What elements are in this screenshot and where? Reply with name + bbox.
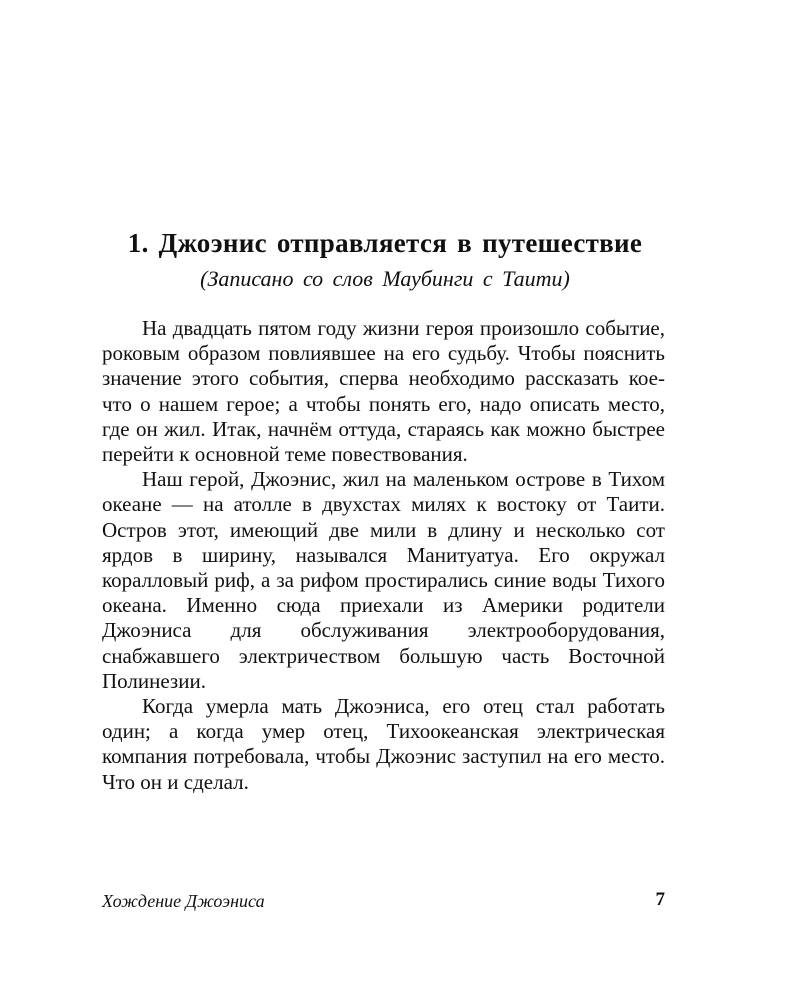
chapter-title: 1. Джоэнис отправляется в путешествие: [127, 228, 643, 258]
paragraph-3: Когда умерла мать Джоэниса, его отец стал работать один; а когда умер отец, Тихоокеанская электрическая компания потребовала, чтобы Джоэнис заступил на его место. Что он и сделал.: [102, 694, 665, 794]
paragraph-2: Наш герой, Джоэнис, жил на маленьком острове в Тихом океане — на атолле в двухстах милях к востоку от Таити. Остров этот, имеющий две мили в длину и несколько сот ярдов в ширину, назывался Манитуатуа. Его окружал коралловый риф, а за рифом простирались синие воды Тихого океана. Именно сюда приехали из Америки родители Джоэниса для обслуживания электрооборудования, снабжавшего электричеством большую часть Восточной Полинезии.: [102, 467, 665, 693]
chapter-subtitle: (Записано со слов Маубинги с Таити): [200, 266, 570, 291]
chapter-body: [102, 316, 665, 795]
page-number: 7: [655, 889, 665, 910]
running-footer-title: Хождение Джоэниса: [102, 891, 265, 911]
paragraph-1: На двадцать пятом году жизни героя произошло событие, роковым образом повлиявшее на его судьбу. Чтобы пояснить значение этого события, сперва необходимо рассказать кое-что о нашем герое; а чтобы понять его, надо описать место, где он жил. Итак, начнём оттуда, стараясь как можно быстрее перейти к основной теме повествования.: [102, 316, 665, 467]
